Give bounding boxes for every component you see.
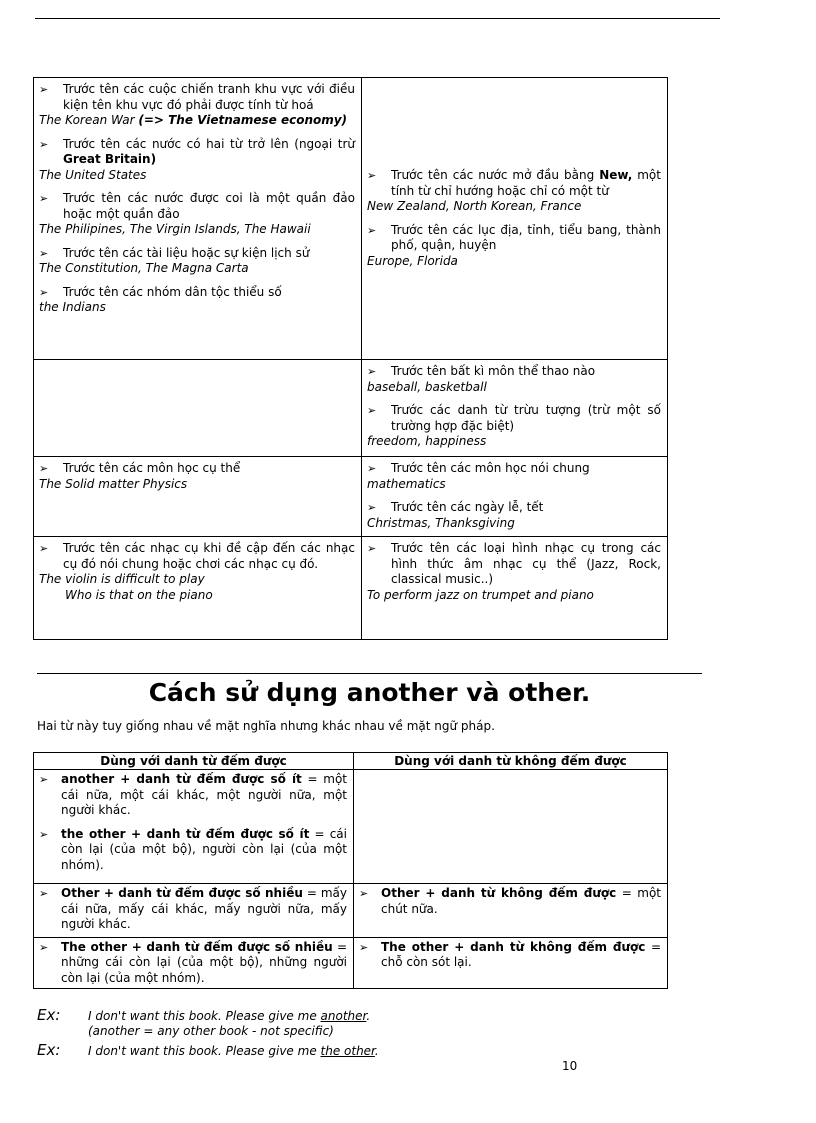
example-2: Ex: I don't want this book. Please give me the other. [37,1041,379,1059]
arrow-bullet-icon: ➢ [39,246,49,260]
example-label: Ex: [37,1006,61,1024]
table-cell-right [362,457,668,537]
list-item: ➢ Other + danh từ đếm được số nhiều = mấy cái nữa, mấy cái khác, mấy người nữa, mấy người khác. [39,886,348,931]
arrow-bullet-icon: ➢ [39,542,49,555]
rule-item: ➢ Trước tên các cuộc chiến tranh khu vực với điều kiện tên khu vực đó phải được tính từ hoá The Korean War (=> The Vietnamese economy) [39,82,355,127]
uncountable-cell [354,884,668,938]
table-cell-right [362,78,668,360]
uncountable-cell [354,770,668,884]
rule-item: ➢ Trước tên bất kì môn thể thao nào baseball, basketball [367,364,596,394]
arrow-bullet-icon: ➢ [367,501,377,514]
rule-item: ➢ Trước tên các lục địa, tỉnh, tiểu bang, thành phố, quận, huyện Europe, Florida [367,222,661,268]
uncountable-cell [354,937,668,989]
example-1: Ex: I don't want this book. Please give me another. [37,1006,371,1024]
header-uncountable: Dùng với danh từ không đếm được [354,753,668,770]
list-item: ➢ The other + danh từ không đếm được = chỗ còn sót lại. [359,939,662,969]
header-countable: Dùng với danh từ đếm được [34,753,354,770]
list-item: ➢ the other + danh từ đếm được số ít = cái còn lại (của một bộ), người còn lại (của một nhóm). [39,826,347,872]
section-rule [37,673,702,674]
article-usage-table [33,77,668,640]
table-row [34,457,668,537]
arrow-bullet-icon: ➢ [367,169,377,182]
table-cell-left [34,537,362,640]
countable-cell [34,884,354,938]
another-other-table [33,752,668,989]
example-label: Ex: [37,1041,61,1059]
table-cell-left [34,360,362,457]
rule-item: ➢ Trước tên các loại hình nhạc cụ trong các hình thức âm nhạc cụ thể (Jazz, Rock, classical music..) To perform jazz on trumpet and piano [367,541,661,602]
rule-item: ➢ Trước tên các nước mở đầu bằng New, một tính từ chỉ hướng hoặc chỉ có một từ New Zealand, North Korean, France [367,168,661,213]
arrow-bullet-icon: ➢ [359,940,369,954]
arrow-bullet-icon: ➢ [39,83,49,96]
example-1-note: (another = any other book - not specific) [88,1024,334,1038]
top-rule [35,18,720,19]
table-row [34,884,668,938]
list-item: ➢ another + danh từ đếm được số ít = một cái nữa, một cái khác, một người nữa, một người khác. [39,772,348,817]
rule-item: ➢ Trước tên các môn học cụ thể The Solid matter Physics [39,461,241,491]
table-row [34,937,668,989]
rule-item: ➢ Trước tên các nhạc cụ khi đề cập đến các nhạc cụ đó nói chung hoặc chơi các nhạc cụ đó. The violin is difficult to play Who is that on the piano [39,541,355,602]
rule-item: ➢ Trước tên các nhóm dân tộc thiểu số the Indians [39,284,282,314]
arrow-bullet-icon: ➢ [39,137,49,151]
table-cell-left [34,457,362,537]
rule-item: ➢ Trước các danh từ trừu tượng (trừ một số trường hợp đặc biệt) freedom, happiness [367,403,661,448]
arrow-bullet-icon: ➢ [39,827,49,841]
arrow-bullet-icon: ➢ [367,542,377,555]
rule-item: ➢ Trước tên các tài liệu hoặc sự kiện lịch sử The Constitution, The Magna Carta [39,245,310,275]
section-intro: Hai từ này tuy giống nhau về mặt nghĩa nhưng khác nhau về mặt ngữ pháp. [37,719,495,733]
list-item: ➢ Other + danh từ không đếm được = một chút nữa. [359,886,661,916]
section-heading: Cách sử dụng another và other. [148,678,591,707]
table-cell-left [34,78,362,360]
arrow-bullet-icon: ➢ [367,462,377,475]
arrow-bullet-icon: ➢ [39,773,49,786]
table-row [34,770,668,884]
rule-item: ➢ Trước tên các nước được coi là một quần đảo hoặc một quần đảo The Philipines, The Virgin Islands, The Hawaii [39,191,355,236]
arrow-bullet-icon: ➢ [367,404,377,417]
rule-item: ➢ Trước tên các ngày lễ, tết Christmas, Thanksgiving [367,500,544,530]
arrow-bullet-icon: ➢ [39,285,49,299]
countable-cell [34,770,354,884]
arrow-bullet-icon: ➢ [39,192,49,205]
arrow-bullet-icon: ➢ [359,887,369,900]
table-row [34,360,668,457]
table-cell-right [362,360,668,457]
page-number: 10 [562,1059,578,1073]
table-cell-right [362,537,668,640]
arrow-bullet-icon: ➢ [39,940,49,954]
arrow-bullet-icon: ➢ [367,365,377,378]
arrow-bullet-icon: ➢ [367,223,377,237]
arrow-bullet-icon: ➢ [39,887,49,900]
rule-item: ➢ Trước tên các môn học nói chung mathematics [367,461,590,491]
countable-cell [34,937,354,989]
table-row [34,78,668,360]
arrow-bullet-icon: ➢ [39,462,49,475]
table-row [34,537,668,640]
table-header-row [34,753,668,770]
list-item: ➢ The other + danh từ đếm được số nhiều = những cái còn lại (của một bộ), những người còn lại (của một nhóm). [39,939,348,985]
rule-item: ➢ Trước tên các nước có hai từ trở lên (ngoại trừ Great Britain) The United States [39,136,355,182]
